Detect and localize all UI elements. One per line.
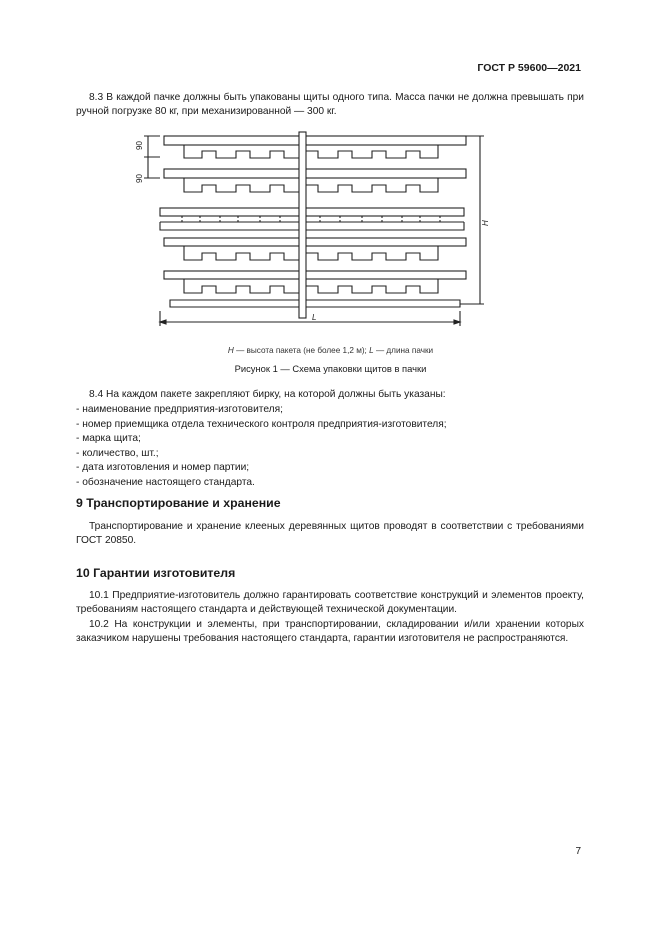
legend-h-symbol: H — [227, 346, 234, 355]
list-item: - обозначение настоящего стандарта. — [76, 476, 255, 488]
dim-l-label: L — [312, 313, 317, 322]
section-10-heading: 10 Гарантии изготовителя — [76, 566, 236, 580]
list-item: - номер приемщика отдела технического контроля предприятия-изготовителя; — [76, 418, 447, 430]
list-item: - марка щита; — [76, 433, 141, 445]
paragraph-8-4-intro: 8.4 На каждом пакете закрепляют бирку, на которой должны быть указаны: — [89, 389, 446, 400]
panel-row — [164, 169, 466, 192]
tag-items-list — [76, 403, 584, 491]
list-item: - количество, шт.; — [76, 447, 159, 459]
dim-90-second: 90 — [135, 174, 144, 183]
paragraph-10-2: 10.2 На конструкции и элементы, при транспортировании, складировании и/или хранении которых заказчиком нарушены требования настоящего стандарта, гарантии изготовителя не распространяются. — [76, 619, 584, 645]
section-9-heading: 9 Транспортирование и хранение — [76, 496, 281, 510]
legend-l-symbol: L — [369, 346, 374, 355]
legend-l-text: — длина пачки — [373, 346, 434, 355]
panel-row — [160, 208, 464, 230]
list-item: - дата изготовления и номер партии; — [76, 462, 250, 474]
figure-legend — [0, 346, 661, 355]
paragraph-8-3: 8.3 В каждой пачке должны быть упакованы щиты одного типа. Масса пачки не должна превышать при ручной погрузке 80 кг, при механизированной — 300 кг. — [76, 92, 584, 118]
panel-row — [164, 136, 466, 158]
figure-caption: Рисунок 1 — Схема упаковки щитов в пачки — [234, 363, 427, 374]
dim-h-label: H — [481, 220, 490, 226]
paragraph-10-1: 10.1 Предприятие-изготовитель должно гарантировать соответствие конструкций и элементов проекту, требованиям настоящего стандарта и действующей технической документации. — [76, 590, 584, 616]
panel-row — [164, 238, 466, 260]
dim-90-top: 90 — [135, 141, 144, 150]
page-number: 7 — [575, 846, 581, 857]
strap — [299, 132, 306, 318]
paragraph-9: Транспортирование и хранение клееных деревянных щитов проводят в соответствии с требованиями ГОСТ 20850. — [76, 521, 584, 547]
panel-row — [164, 271, 466, 293]
standard-header: ГОСТ Р 59600—2021 — [477, 62, 581, 74]
legend-h-text: — высота пакета (не более 1,2 м); — [233, 346, 370, 355]
panel-row — [170, 300, 460, 307]
list-item: - наименование предприятия-изготовителя; — [76, 404, 283, 415]
packing-scheme-figure — [120, 126, 500, 336]
